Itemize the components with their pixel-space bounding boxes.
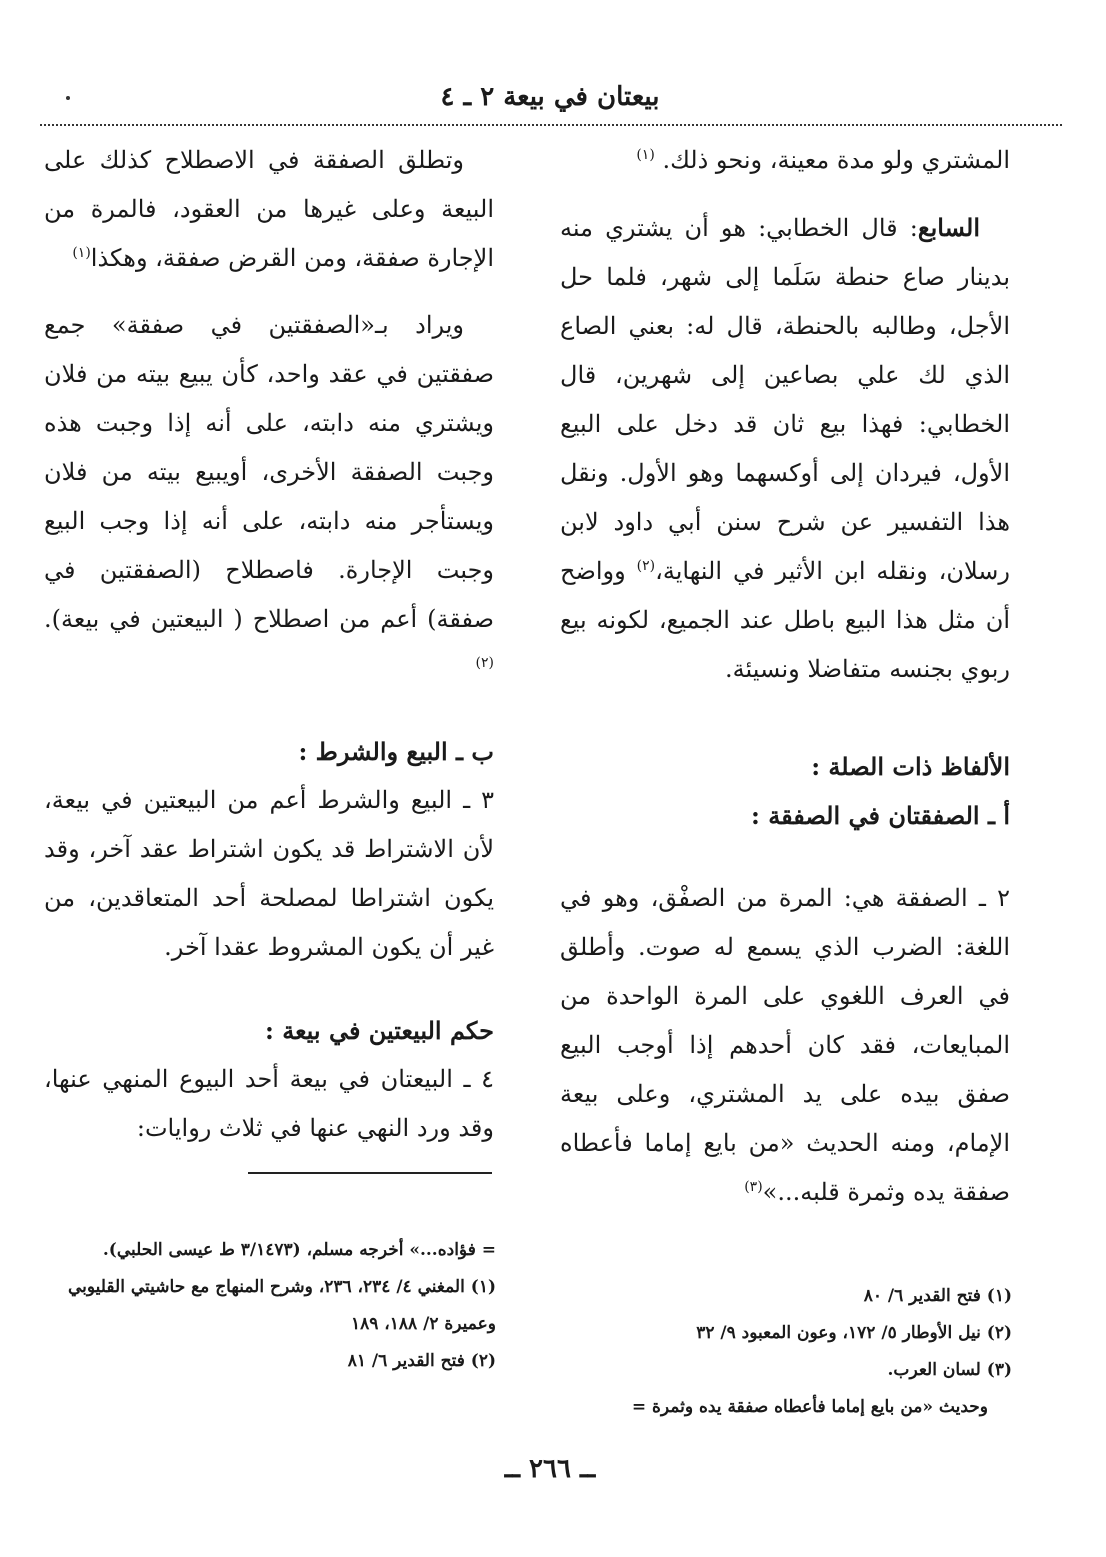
footnote: (١) المغني ٤/ ٢٣٤، ٢٣٦، وشرح المنهاج مع حاشيتي القليوبي وعميرة ٢/ ١٨٨، ١٨٩: [67, 1277, 496, 1334]
subsection-heading: أ ـ الصفقتان في الصفقة :: [750, 801, 1010, 830]
paragraph-text: ٢ ـ الصفقة هي: المرة من الصفْق، وهو في اللغة: الضرب الذي يسمع له صوت. وأطلق في العرف اللغوي على المرة الواحدة من المبايعات، فقد كان أحدهم إذا أوجب البيع صفق بيده على يد المشتري، وعلى بيعة الإمام، ومنه الحديث «من بايع إماما فأعطاه صفقة يده وثمرة قلبه...»: [560, 884, 1010, 1206]
paragraph: [560, 136, 1010, 185]
footnote-divider: [248, 1172, 492, 1174]
footnote-ref[interactable]: (٣): [744, 1179, 763, 1195]
page-header: بيعتان في بيعة ٢ ـ ٤: [440, 82, 660, 112]
footnote-ref[interactable]: (٢): [636, 558, 656, 574]
paragraph-text: وتطلق الصفقة في الاصطلاح كذلك على البيعة وعلى غيرها من العقود، فالمرة من الإجارة صفقة، ومن القرض صفقة، وهكذا: [44, 146, 494, 272]
subsection-heading: ب ـ البيع والشرط :: [298, 737, 494, 766]
footnote-ref[interactable]: (١): [636, 147, 655, 163]
footnote-ref[interactable]: (٢): [475, 655, 494, 671]
section-heading: حكم البيعتين في بيعة :: [265, 1016, 494, 1045]
paragraph: [44, 301, 494, 693]
header-divider: [40, 124, 1062, 126]
left-column: [44, 136, 494, 1153]
paragraph-text: المشتري ولو مدة معينة، ونحو ذلك.: [662, 146, 1010, 174]
paragraph: [560, 874, 1010, 1217]
paragraph-text: وواضح أن مثل هذا البيع باطل عند الجميع، لكونه بيع ربوي بجنسه متفاضلا ونسيئة.: [560, 557, 1010, 683]
footnote: (١) فتح القدير ٦/ ٨٠: [863, 1286, 1012, 1306]
footnote: (٢) نيل الأوطار ٥/ ١٧٢، وعون المعبود ٩/ ٣٢: [696, 1323, 1012, 1343]
footnote: (٢) فتح القدير ٦/ ٨١: [347, 1351, 496, 1371]
section-heading: الألفاظ ذات الصلة :: [811, 752, 1010, 781]
paragraph: [560, 203, 1010, 694]
right-column: [560, 136, 1010, 1217]
footnotes-right: [560, 1278, 1012, 1426]
footnote-ref[interactable]: (١): [72, 245, 91, 261]
paragraph: [44, 136, 494, 283]
footnote: (٣) لسان العرب.: [887, 1360, 1012, 1380]
paragraph: ٣ ـ البيع والشرط أعم من البيعتين في بيعة، لأن الاشتراط قد يكون اشتراط عقد آخر، وقد يكون اشتراطا لمصلحة أحد المتعاقدين، من غير أن يكون المشروط عقدا آخر.: [44, 786, 494, 961]
footnote: = فؤاده...» أخرجه مسلم، (٣/١٤٧٣ ط عيسى الحلبي).: [102, 1240, 496, 1260]
paragraph-text: ويراد بـ«الصفقتين في صفقة» جمع صفقتين في عقد واحد، كأن يبيع بيته من فلان ويشتري منه دابته، على أنه إذا وجبت هذه وجبت الصفقة الأخرى، أويبيع بيته من فلان ويستأجر منه دابته، على أنه إذا وجب البيع وجبت الإجارة. فاصطلاح (الصفقتين في صفقة) أعم من اصطلاح ( البيعتين في بيعة).: [44, 311, 494, 633]
paragraph-text: : قال الخطابي: هو أن يشتري منه بدينار صاع حنطة سَلَما إلى شهر، فلما حل الأجل، وطالبه بالحنطة، قال له: بعني الصاع الذي لك علي بصاعين إلى شهرين، قال الخطابي: فهذا بيع ثان قد دخل على البيع الأول، فيردان إلى أوكسهما وهو الأول. ونقل هذا التفسير عن شرح سنن أبي داود لابن رسلان، ونقله ابن الأثير في النهاية،: [560, 214, 1010, 585]
page-number: ــ ٢٦٦ ــ: [504, 1454, 596, 1484]
paragraph: ٤ ـ البيعتان في بيعة أحد البيوع المنهي عنها، وقد ورد النهي عنها في ثلاث روايات:: [44, 1065, 494, 1142]
footnotes-left: [44, 1232, 496, 1380]
footnote-continuation: وحديث «من بايع إماما فأعطاه صفقة يده وثمرة =: [631, 1397, 988, 1417]
term-lead: السابع: [917, 213, 980, 242]
